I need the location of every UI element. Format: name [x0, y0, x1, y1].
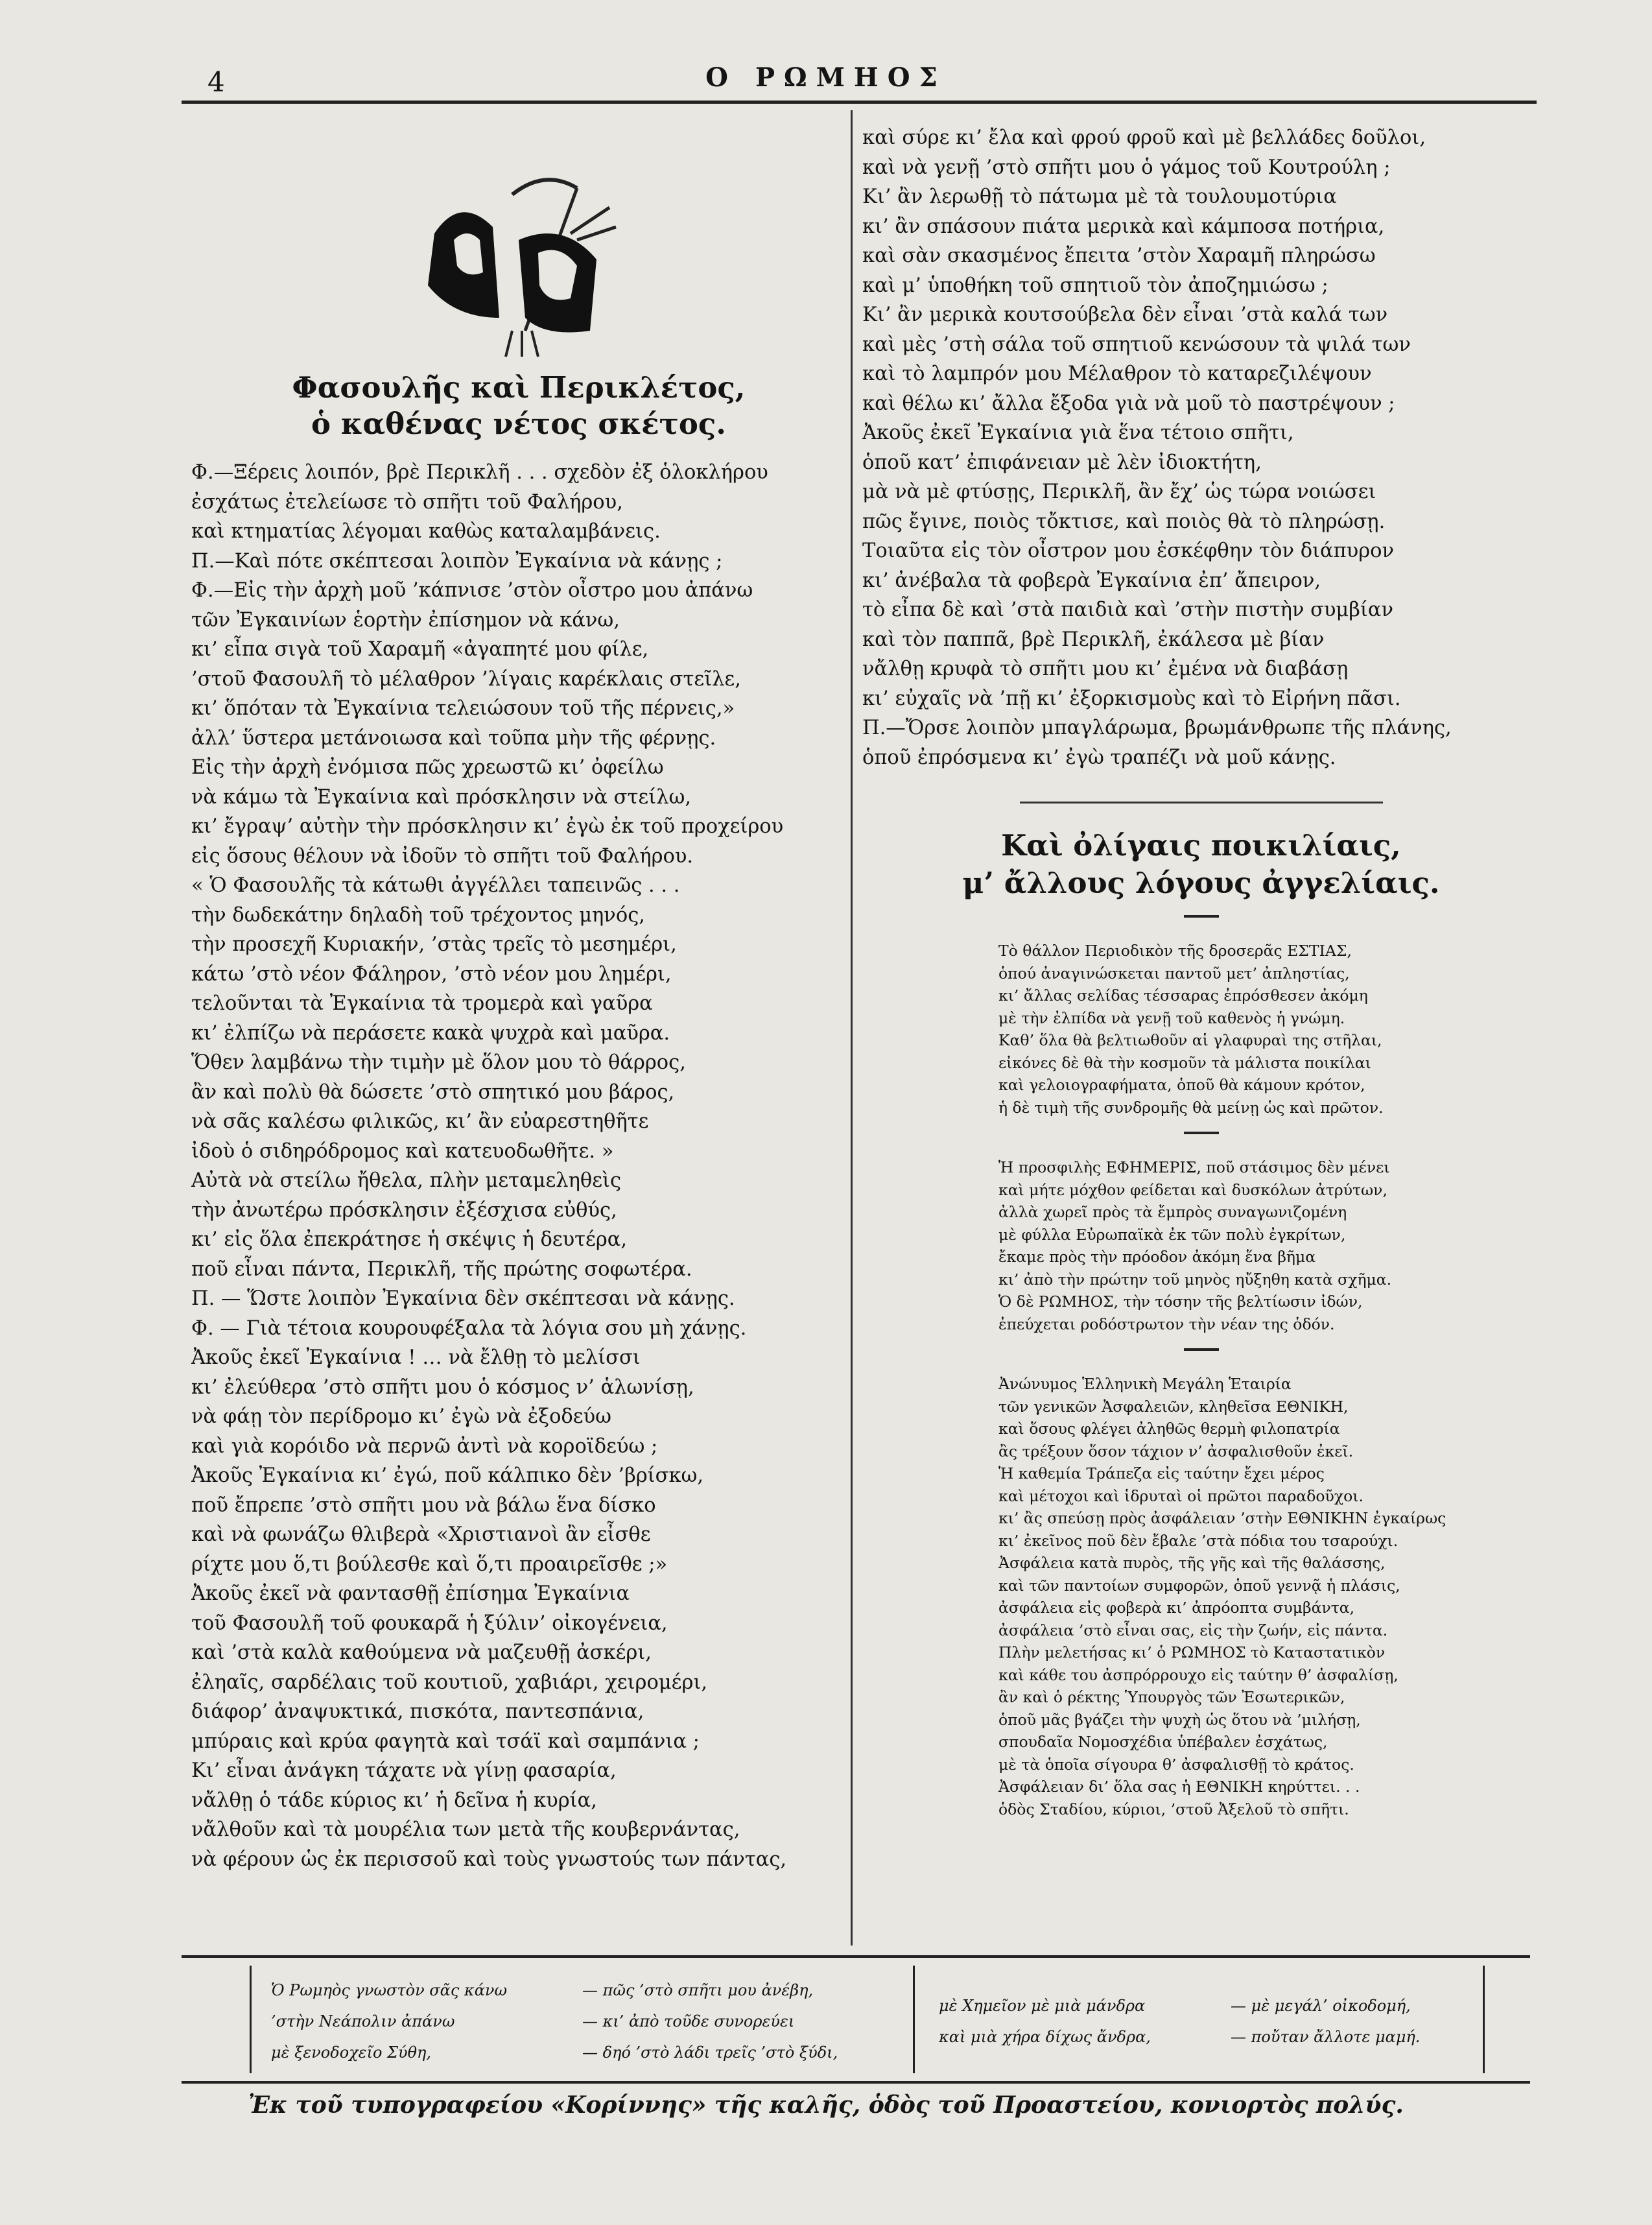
- ad-line: εἰκόνες δὲ θὰ τὴν κοσμοῦν τὰ μάλιστα ποικίλαι: [998, 1053, 1371, 1072]
- verse-line: κι’ ἐλπίζω νὰ περάσετε κακὰ ψυχρὰ καὶ μαῦρα.: [191, 1021, 670, 1045]
- poem-title: [191, 370, 846, 442]
- verse-line: Αὐτὰ νὰ στείλω ἤθελα, πλὴν μεταμεληθεὶς: [191, 1169, 622, 1192]
- verse-line: « Ὁ Φασουλῆς τὰ κάτωθι ἀγγέλλει ταπεινῶς . . .: [191, 874, 680, 897]
- notice-row: [939, 2021, 1420, 2052]
- verse-line: καὶ νὰ φωνάζω θλιβερὰ «Χριστιανοὶ ἂν εἶσθε: [191, 1523, 651, 1546]
- ad-line: ἡ δὲ τιμὴ τῆς συνδρομῆς θὰ μείνῃ ὡς καὶ πρῶτον.: [998, 1098, 1384, 1117]
- verse-line: Κι’ ἂν λερωθῇ τὸ πάτωμα μὲ τὰ τουλουμοτύρια: [862, 185, 1337, 208]
- verse-line: Π.—Ὄρσε λοιπὸν μπαγλάρωμα, βρωμάνθρωπε τῆς πλάνης,: [862, 717, 1452, 739]
- verse-line: ἰδοὺ ὁ σιδηρόδρομος καὶ κατευοδωθῆτε. »: [191, 1139, 614, 1163]
- verse-line: Κι’ ἂν μερικὰ κουτσούβελα δὲν εἶναι ’στὰ καλά των: [862, 303, 1388, 326]
- verse-line: κι’ ἔγραψ’ αὐτὴν τὴν πρόσκλησιν κι’ ἐγὼ ἐκ τοῦ προχείρου: [191, 815, 784, 838]
- notice-verse-a: καὶ μιὰ χήρα δίχως ἄνδρα,: [939, 2028, 1151, 2046]
- verse-line: τὴν δωδεκάτην δηλαδὴ τοῦ τρέχοντος μηνός,: [191, 903, 645, 927]
- verse-line: νὰ φέρουν ὡς ἐκ περισσοῦ καὶ τοὺς γνωστούς των πάντας,: [191, 1848, 787, 1871]
- verse-line: κι’ εἶπα σιγὰ τοῦ Χαραμῆ «ἀγαπητέ μου φίλε,: [191, 638, 649, 661]
- page-number: 4: [207, 66, 225, 98]
- left-column: [191, 123, 846, 1933]
- ad-line: Ὁ δὲ ΡΩΜΗΟΣ, τὴν τόσην τῆς βελτίωσιν ἰδών,: [998, 1292, 1363, 1311]
- verse-line: εἰς ὅσους θέλουν νὰ ἰδοῦν τὸ σπῆτι τοῦ Φαλήρου.: [191, 844, 694, 868]
- ad-line: ἀσφάλεια ’στὸ εἶναι σας, εἰς τὴν ζωήν, εἰς πάντα.: [998, 1621, 1388, 1639]
- section-title-line-1: Καὶ ὀλίγαις ποικιλίαις,: [1001, 828, 1401, 863]
- verse-line: κι’ εἰς ὅλα ἐπεκράτησε ἡ σκέψις ἡ δευτέρα,: [191, 1228, 628, 1251]
- bottom-notice-right: [939, 1990, 1420, 2052]
- verse-line: νὰ κάμω τὰ Ἐγκαίνια καὶ πρόσκλησιν νὰ στείλω,: [191, 785, 692, 809]
- poem-title-line-2: ὁ καθένας νέτος σκέτος.: [311, 407, 726, 441]
- ad-line: καὶ τῶν παντοίων συμφορῶν, ὁποῦ γεννᾷ ἡ πλάσις,: [998, 1576, 1400, 1595]
- verse-line: καὶ σὰν σκασμένος ἔπειτα ’στὸν Χαραμῆ πληρώσω: [862, 244, 1376, 267]
- notice-verse-b: — ποὔταν ἄλλοτε μαμή.: [1231, 2028, 1421, 2046]
- ad-line: ὁπού ἀναγινώσκεται παντοῦ μετ’ ἀπληστίας,: [998, 964, 1350, 982]
- advertisements: [862, 915, 1540, 1820]
- verse-line: ἂν καὶ πολὺ θὰ δώσετε ’στὸ σπητικό μου βάρος,: [191, 1080, 675, 1104]
- notice-verse-b: — δηό ’στὸ λάδι τρεῖς ’στὸ ξύδι,: [582, 2043, 838, 2062]
- verse-line: Φ. — Γιὰ τέτοια κουρουφέξαλα τὰ λόγια σου μὴ χάνῃς.: [191, 1316, 747, 1340]
- ad-line: ἀσφάλεια εἰς φοβερὰ κι’ ἀπρόοπτα συμβάντα,: [998, 1599, 1355, 1617]
- verse-line: νὰ φάῃ τὸν περίδρομο κι’ ἐγὼ νὰ ἐξοδεύω: [191, 1405, 612, 1428]
- notice-verse-a: μὲ Χημεῖον μὲ μιὰ μάνδρα: [939, 1997, 1146, 2015]
- ad-line: σπουδαῖα Νομοσχέδια ὑπέβαλεν ἐσχάτως,: [998, 1733, 1328, 1751]
- notice-verse-b: — μὲ μεγάλ’ οἰκοδομή,: [1231, 1997, 1411, 2015]
- verse-line: καὶ νὰ γενῇ ’στὸ σπῆτι μου ὁ γάμος τοῦ Κουτρούλη ;: [862, 156, 1391, 179]
- header-rule: [182, 101, 1537, 104]
- ad-line: καὶ ὅσους φλέγει ἀληθῶς θερμὴ φιλοπατρία: [998, 1420, 1340, 1438]
- vignette-illustration: [415, 169, 622, 363]
- advertisement: [862, 1373, 1540, 1820]
- ad-separator-dash: [1184, 1348, 1219, 1351]
- verse-line: νἄλθοῦν καὶ τὰ μουρέλια των μετὰ τῆς κουβερνάντας,: [191, 1818, 740, 1841]
- ad-line: ὁδὸς Σταδίου, κύριοι, ’στοῦ Ἀξελοῦ τὸ σπῆτι.: [998, 1800, 1349, 1818]
- verse-line: τῶν Ἐγκαινίων ἑορτὴν ἐπίσημον νὰ κάνω,: [191, 608, 620, 632]
- section-title-line-2: μ’ ἄλλους λόγους ἀγγελίαις.: [962, 866, 1440, 900]
- poem-body-left: [191, 458, 846, 1874]
- verse-line: κάτω ’στὸ νέον Φάληρον, ’στὸ νέον μου λημέρι,: [191, 962, 672, 986]
- advertisement: [862, 1156, 1540, 1335]
- section-separator: [1020, 802, 1383, 803]
- verse-line: Π.—Καὶ πότε σκέπτεσαι λοιπὸν Ἐγκαίνια νὰ κάνῃς ;: [191, 549, 723, 573]
- ad-line: Ἡ καθεμία Τράπεζα εἰς ταύτην ἔχει μέρος: [998, 1464, 1325, 1482]
- verse-line: καὶ μὲς ’στὴ σάλα τοῦ σπητιοῦ κενώσουν τὰ ψιλά των: [862, 333, 1411, 356]
- verse-line: κι’ ἐλεύθερα ’στὸ σπῆτι μου ὁ κόσμος ν’ ἁλωνίσῃ,: [191, 1375, 694, 1399]
- verse-line: κι’ ὅπόταν τὰ Ἐγκαίνια τελειώσουν τοῦ τῆς πέρνεις,»: [191, 697, 735, 720]
- verse-line: ὁποῦ ἐπρόσμενα κι’ ἐγὼ τραπέζι νὰ μοῦ κάνῃς.: [862, 746, 1336, 769]
- verse-line: κι’ ἀνέβαλα τὰ φοβερὰ Ἐγκαίνια ἐπ’ ἄπειρον,: [862, 569, 1321, 592]
- verse-line: ἐσχάτως ἐτελείωσε τὸ σπῆτι τοῦ Φαλήρου,: [191, 490, 623, 514]
- bottom-notice-frame: [250, 1966, 1485, 2073]
- notice-verse-b: — κι’ ἀπὸ τοῦδε συνορεύει: [582, 2012, 795, 2030]
- ad-line: καὶ γελοιογραφήματα, ὁποῦ θὰ κάμουν κρότον,: [998, 1076, 1365, 1094]
- verse-line: Ἀκοῦς ἐκεῖ Ἐγκαίνια ! … νὰ ἔλθῃ τὸ μελίσσι: [191, 1346, 641, 1369]
- verse-line: καὶ τὸ λαμπρόν μου Μέλαθρον τὸ καταρεζιλέψουν: [862, 363, 1372, 385]
- ad-separator-dash: [1184, 1132, 1219, 1134]
- ad-line: ὁποῦ μᾶς βγάζει τὴν ψυχὴ ὡς ὅτου νὰ ’μιλήσῃ,: [998, 1710, 1361, 1729]
- bottom-notice-divider: [913, 1966, 915, 2073]
- ad-line: Τὸ θάλλον Περιοδικὸν τῆς δροσερᾶς ΕΣΤΙΑΣ,: [998, 942, 1352, 960]
- ad-line: κι’ ἄλλας σελίδας τέσσαρας ἐπρόσθεσεν ἀκόμη: [998, 986, 1368, 1005]
- verse-line: ἀλλ’ ὕστερα μετάνοιωσα καὶ τοῦπα μὴν τῆς φέρνῃς.: [191, 726, 716, 750]
- ad-line: Καθ’ ὅλα θὰ βελτιωθοῦν αἱ γλαφυραὶ της στῆλαι,: [998, 1031, 1382, 1049]
- ad-line: ἀλλὰ χωρεῖ πρὸς τὰ ἔμπρὸς συναγωνιζομένη: [998, 1203, 1347, 1221]
- verse-line: καὶ γιὰ κορόιδο νὰ περνῶ ἀντὶ νὰ κοροϊδεύω ;: [191, 1434, 658, 1458]
- ad-line: κι’ ἀπὸ τὴν πρώτην τοῦ μηνὸς ηὔξηθη κατὰ σχῆμα.: [998, 1270, 1392, 1289]
- ad-line: Ἀνώνυμος Ἑλληνικὴ Μεγάλη Ἑταιρία: [998, 1375, 1292, 1393]
- ad-line: Ἀσφάλεια κατὰ πυρὸς, τῆς γῆς καὶ τῆς θαλάσσης,: [998, 1554, 1386, 1572]
- ad-line: κι’ ἂς σπεύσῃ πρὸς ἀσφάλειαν ’στὴν ΕΘΝΙΚΗΝ ἐγκαίρως: [998, 1509, 1446, 1527]
- verse-line: μὰ νὰ μὲ φτύσῃς, Περικλῆ, ἂν ἔχ’ ὡς τώρα νοιώσει: [862, 481, 1376, 503]
- ad-separator-dash: [1184, 915, 1219, 918]
- verse-line: νὰ σᾶς καλέσω φιλικῶς, κι’ ἂν εὐαρεστηθῆτε: [191, 1110, 649, 1133]
- verse-line: καὶ ’στὰ καλὰ καθούμενα νὰ μαζευθῇ ἀσκέρι,: [191, 1641, 652, 1664]
- ad-line: ἂς τρέξουν ὅσον τάχιον ν’ ἀσφαλισθοῦν ἐκεῖ.: [998, 1442, 1354, 1460]
- bottom-notice-left: [271, 1975, 838, 2068]
- notice-verse-a: Ὁ Ρωμηὸς γνωστὸν σᾶς κάνω: [271, 1981, 508, 1999]
- verse-line: Φ.—Εἰς τὴν ἀρχὴ μοῦ ’κάπνισε ’στὸν οἶστρο μου ἀπάνω: [191, 579, 753, 602]
- printer-imprint: Ἐκ τοῦ τυπογραφείου «Κορίννης» τῆς καλῆς, ὁδὸς τοῦ Προαστείου, κονιορτὸς πολύς.: [248, 2091, 1404, 2119]
- verse-line: τὴν προσεχῆ Κυριακήν, ’στὰς τρεῖς τὸ μεσημέρι,: [191, 933, 677, 956]
- verse-line: καὶ τὸν παππᾶ, βρὲ Περικλῆ, ἐκάλεσα μὲ βίαν: [862, 628, 1325, 651]
- verse-line: ὁποῦ κατ’ ἐπιφάνειαν μὲ λὲν ἰδιοκτήτη,: [862, 451, 1262, 474]
- ad-line: ἔκαμε πρὸς τὴν πρόοδον ἀκόμη ἕνα βῆμα: [998, 1248, 1316, 1266]
- verse-line: κι’ εὐχαῖς νὰ ’πῇ κι’ ἐξορκισμοὺς καὶ τὸ Εἰρήνη πᾶσι.: [862, 687, 1401, 710]
- verse-line: ρίχτε μου ὅ,τι βούλεσθε καὶ ὅ,τι προαιρεῖσθε ;»: [191, 1553, 668, 1576]
- verse-line: τὸ εἶπα δὲ καὶ ’στὰ παιδιὰ καὶ ’στὴν πιστὴν συμβίαν: [862, 599, 1393, 621]
- verse-line: κι’ ἂν σπάσουν πιάτα μερικὰ καὶ κάμποσα ποτήρια,: [862, 215, 1385, 238]
- column-divider: [851, 110, 853, 1945]
- section-title: [862, 827, 1540, 902]
- verse-line: ’στοῦ Φασουλῆ τὸ μέλαθρον ’λίγαις καρέκλαις στεῖλε,: [191, 667, 741, 691]
- verse-line: πῶς ἔγινε, ποιὸς τὄκτισε, καὶ ποιὸς θὰ τὸ πληρώσῃ.: [862, 510, 1386, 533]
- ad-line: Πλὴν μελετήσας κι’ ὁ ΡΩΜΗΟΣ τὸ Καταστατικὸν: [998, 1643, 1386, 1661]
- verse-line: ἐληαῖς, σαρδέλαις τοῦ κουτιοῦ, χαβιάρι, χειρομέρι,: [191, 1671, 708, 1694]
- verse-line: διάφορ’ ἀναψυκτικά, πισκότα, παντεσπάνια,: [191, 1700, 644, 1723]
- poem-title-line-1: Φασουλῆς καὶ Περικλέτος,: [292, 370, 746, 405]
- verse-line: ποῦ εἶναι πάντα, Περικλῆ, τῆς πρώτης σοφωτέρα.: [191, 1257, 692, 1281]
- bottom-notice: [182, 1955, 1530, 2084]
- verse-line: Τοιαῦτα εἰς τὸν οἶστρον μου ἐσκέφθην τὸν διάπυρον: [862, 540, 1395, 562]
- verse-line: τὴν ἀνωτέρω πρόσκλησιν ἐξέσχισα εὐθύς,: [191, 1198, 617, 1222]
- notice-verse-a: ’στὴν Νεάπολιν ἀπάνω: [271, 2012, 455, 2030]
- masthead: Ο ΡΩΜΗΟΣ: [705, 62, 947, 93]
- ad-line: μὲ τὴν ἐλπίδα νὰ γενῇ τοῦ καθενὸς ἡ γνώμη.: [998, 1008, 1345, 1027]
- ad-line: μὲ φύλλα Εὐρωπαϊκὰ ἐκ τῶν πολὺ ἐγκρίτων,: [998, 1225, 1346, 1244]
- ad-line: τῶν γενικῶν Ἀσφαλειῶν, κληθεῖσα ΕΘΝΙΚΗ,: [998, 1397, 1349, 1416]
- ad-line: μὲ τὰ ὁποῖα σίγουρα θ’ ἀσφαλισθῇ τὸ κράτος.: [998, 1755, 1354, 1774]
- right-column: [862, 123, 1540, 1933]
- poem-body-right: [862, 123, 1540, 772]
- verse-line: καὶ κτηματίας λέγομαι καθὼς καταλαμβάνεις.: [191, 520, 661, 543]
- notice-verse-a: μὲ ξενοδοχεῖο Σύθη,: [271, 2043, 432, 2062]
- ad-line: Ἀσφάλειαν δι’ ὅλα σας ἡ ΕΘΝΙΚΗ κηρύττει. . .: [998, 1778, 1360, 1796]
- verse-line: καὶ σύρε κι’ ἔλα καὶ φρού φροῦ καὶ μὲ βελλάδες δοῦλοι,: [862, 126, 1426, 149]
- notice-verse-b: — πῶς ’στὸ σπῆτι μου ἀνέβη,: [582, 1981, 814, 1999]
- ad-line: καὶ μήτε μόχθον φείδεται καὶ δυσκόλων ἀτρύτων,: [998, 1180, 1387, 1199]
- notice-row: [271, 2006, 838, 2037]
- notice-row: [939, 1990, 1420, 2021]
- verse-line: μπύραις καὶ κρύα φαγητὰ καὶ τσάϊ καὶ σαμπάνια ;: [191, 1730, 700, 1753]
- verse-line: Π. — Ὥστε λοιπὸν Ἐγκαίνια δὲν σκέπτεσαι νὰ κάνῃς.: [191, 1287, 735, 1310]
- verse-line: καὶ θέλω κι’ ἄλλα ἔξοδα γιὰ νὰ μοῦ τὸ παστρέψουν ;: [862, 392, 1395, 415]
- advertisement: [862, 940, 1540, 1119]
- ad-line: καὶ κάθε του ἀσπρόρρουχο εἰς ταύτην θ’ ἀσφαλίσῃ,: [998, 1665, 1398, 1684]
- ad-line: ἂν καὶ ὁ ρέκτης Ὑπουργὸς τῶν Ἐσωτερικῶν,: [998, 1688, 1345, 1706]
- verse-line: Ὅθεν λαμβάνω τὴν τιμὴν μὲ ὅλον μου τὸ θάρρος,: [191, 1051, 686, 1074]
- verse-line: Ἀκοῦς ἐκεῖ Ἐγκαίνια γιὰ ἕνα τέτοιο σπῆτι,: [862, 422, 1294, 444]
- verse-line: νἄλθῃ κρυφὰ τὸ σπῆτι μου κι’ ἐμένα νὰ διαβάσῃ: [862, 658, 1349, 680]
- verse-line: ποῦ ἔπρεπε ’στὸ σπῆτι μου νὰ βάλω ἕνα δίσκο: [191, 1493, 656, 1517]
- ad-line: ἐπεύχεται ροδόστρωτον τὴν νέαν της ὁδόν.: [998, 1315, 1335, 1333]
- ad-line: κι’ ἐκεῖνος ποῦ δὲν ἔβαλε ’στὰ πόδια του τσαρούχι.: [998, 1531, 1398, 1550]
- ad-line: καὶ μέτοχοι καὶ ἱδρυταὶ οἱ πρῶτοι παραδοῦχοι.: [998, 1486, 1363, 1505]
- notice-row: [271, 1975, 838, 2006]
- verse-line: Εἰς τὴν ἀρχὴ ἐνόμισα πῶς χρεωστῶ κι’ ὀφείλω: [191, 756, 664, 779]
- verse-line: νἄλθῃ ὁ τάδε κύριος κι’ ἡ δεῖνα ἡ κυρία,: [191, 1789, 597, 1812]
- verse-line: Κι’ εἶναι ἀνάγκη τάχατε νὰ γίνῃ φασαρία,: [191, 1759, 617, 1782]
- verse-line: Ἀκοῦς Ἐγκαίνια κι’ ἐγώ, ποῦ κάλπικο δὲν ’βρίσκω,: [191, 1464, 704, 1487]
- verse-line: Φ.—Ξέρεις λοιπόν, βρὲ Περικλῆ . . . σχεδὸν ἐξ ὁλοκλήρου: [191, 461, 768, 484]
- notice-row: [271, 2037, 838, 2068]
- ad-line: Ἡ προσφιλὴς ΕΦΗΜΕΡΙΣ, ποῦ στάσιμος δὲν μένει: [998, 1158, 1390, 1176]
- verse-line: τελοῦνται τὰ Ἐγκαίνια τὰ τρομερὰ καὶ γαῦρα: [191, 992, 653, 1015]
- verse-line: Ἀκοῦς ἐκεῖ νὰ φαντασθῇ ἐπίσημα Ἐγκαίνια: [191, 1582, 630, 1605]
- verse-line: τοῦ Φασουλῆ τοῦ φουκαρᾶ ἡ ξύλιν’ οἰκογένεια,: [191, 1612, 668, 1635]
- verse-line: καὶ μ’ ὑποθήκη τοῦ σπητιοῦ τὸν ἀποζημιώσω ;: [862, 274, 1328, 297]
